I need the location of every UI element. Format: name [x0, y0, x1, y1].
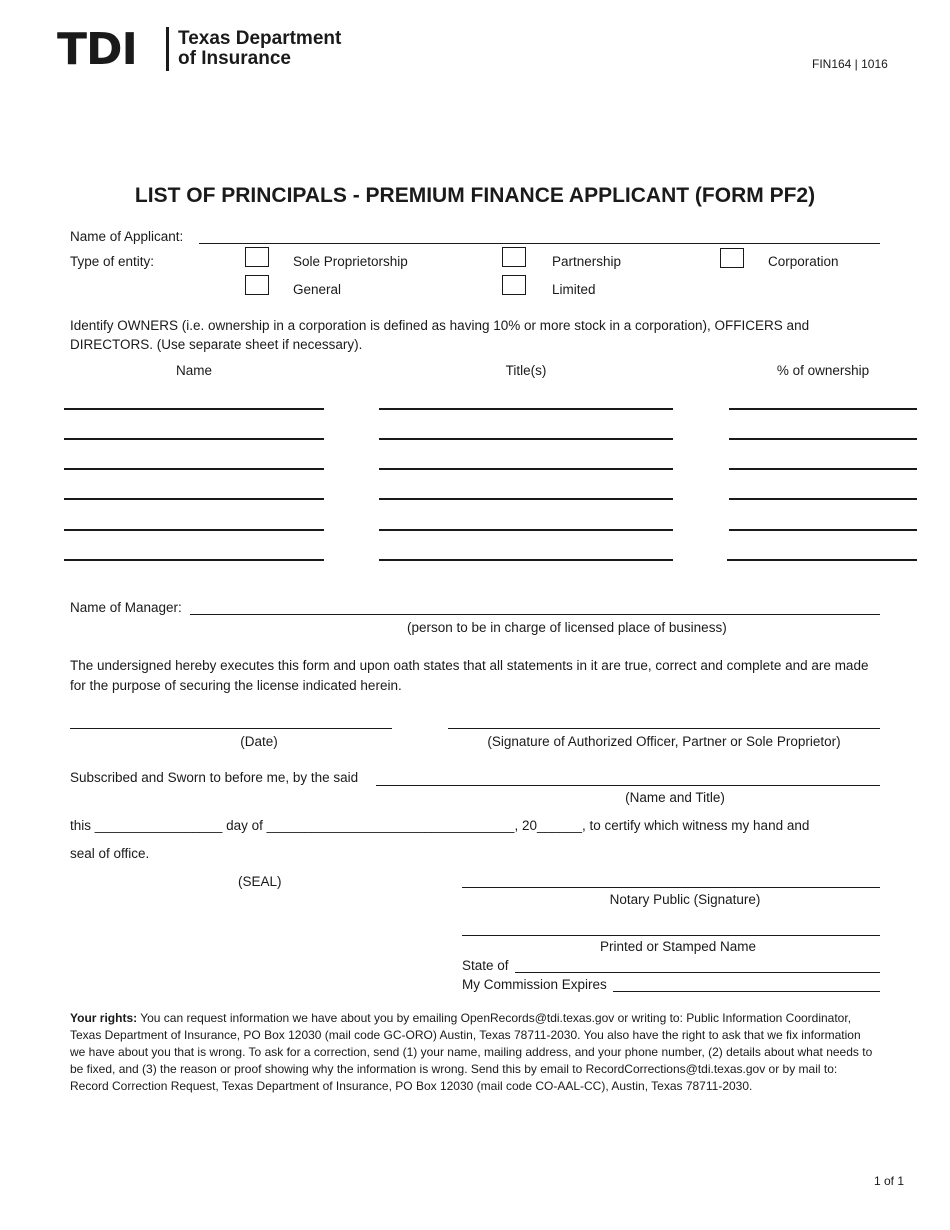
sole-proprietorship-checkbox[interactable]	[245, 247, 269, 267]
column-title: Title(s)	[505, 363, 547, 378]
principal-name-field[interactable]	[64, 408, 324, 410]
sworn-name-field[interactable]	[376, 785, 880, 786]
principal-name-field[interactable]	[64, 529, 324, 531]
principal-name-field[interactable]	[64, 468, 324, 470]
principal-name-field[interactable]	[64, 498, 324, 500]
state-of-field[interactable]	[515, 972, 880, 973]
your-rights-text: You can request information we have about you by emailing OpenRecords@tdi.texas.gov or writing to: Public Information Coordinator, Texas Department of Insurance, PO Box 12030 (mail code GC-ORO) Austin, Texas 78711-2030. You also have the right to ask that we fix information we have about you that is wrong. To ask for a correction, send (1) your name, mailing address, and your phone number, (2) details about what needs to be fixed, and (3) the reason or proof showing why the information is wrong. Send this by email to RecordCorrections@tdi.texas.gov or by mail to: Record Correction Request, Texas Department of Insurance, PO Box 12030 (mail code CO-AAL-CC), Austin, Texas 78711-2030.	[70, 1011, 873, 1093]
principal-name-field[interactable]	[64, 559, 324, 561]
commission-expires-label: My Commission Expires	[462, 977, 607, 992]
manager-note: (person to be in charge of licensed place of business)	[407, 620, 727, 635]
limited-checkbox[interactable]	[502, 275, 526, 295]
notary-signature-field[interactable]	[462, 887, 880, 888]
principal-ownership-field[interactable]	[729, 498, 917, 500]
corporation-label: Corporation	[768, 254, 839, 269]
name-title-label: (Name and Title)	[625, 790, 725, 805]
principal-ownership-field[interactable]	[727, 559, 917, 561]
principal-ownership-field[interactable]	[729, 529, 917, 531]
manager-label: Name of Manager:	[70, 600, 182, 615]
officer-signature-field[interactable]	[448, 728, 880, 729]
principal-ownership-field[interactable]	[729, 438, 917, 440]
partnership-label: Partnership	[552, 254, 622, 269]
partnership-checkbox[interactable]	[502, 247, 526, 267]
page-title: LIST OF PRINCIPALS - PREMIUM FINANCE APPLICANT (FORM PF2)	[134, 184, 816, 207]
principal-title-field[interactable]	[379, 408, 673, 410]
page-number: 1 of 1	[874, 1174, 905, 1188]
principal-ownership-field[interactable]	[729, 468, 917, 470]
sworn-label: Subscribed and Sworn to before me, by the said	[70, 770, 359, 785]
commission-expires-field[interactable]	[613, 991, 880, 992]
principal-title-field[interactable]	[379, 559, 673, 561]
date-field[interactable]	[70, 728, 392, 729]
principal-title-field[interactable]	[379, 468, 673, 470]
general-label: General	[293, 282, 342, 297]
principal-title-field[interactable]	[379, 438, 673, 440]
principal-title-field[interactable]	[379, 498, 673, 500]
form-id: FIN164 | 1016	[812, 57, 888, 71]
sole-proprietorship-label: Sole Proprietorship	[293, 254, 408, 269]
seal-office-text: seal of office.	[70, 846, 150, 861]
limited-label: Limited	[552, 282, 596, 297]
notary-signature-label: Notary Public (Signature)	[609, 892, 761, 907]
date-label: (Date)	[240, 734, 278, 749]
applicant-name-label: Name of Applicant:	[70, 229, 184, 244]
logo-line-1: Texas Department	[178, 28, 342, 49]
logo-divider	[166, 27, 169, 71]
printed-name-label: Printed or Stamped Name	[599, 939, 757, 954]
officer-signature-label: (Signature of Authorized Officer, Partner or Sole Proprietor)	[487, 734, 841, 749]
principal-name-field[interactable]	[64, 438, 324, 440]
your-rights-heading: Your rights:	[70, 1011, 138, 1025]
general-checkbox[interactable]	[245, 275, 269, 295]
column-name: Name	[175, 363, 212, 378]
owners-instructions: Identify OWNERS (i.e. ownership in a corporation is defined as having 10% or more stock in a corporation), OFFICERS and DIRECTORS. (Use separate sheet if necessary).	[70, 318, 810, 352]
applicant-name-field[interactable]	[199, 243, 880, 244]
entity-type-label: Type of entity:	[70, 254, 155, 269]
logo-line-2: of Insurance	[178, 48, 291, 69]
seal-label: (SEAL)	[238, 874, 282, 889]
printed-name-field[interactable]	[462, 935, 880, 936]
corporation-checkbox[interactable]	[720, 248, 744, 268]
column-ownership: % of ownership	[776, 363, 870, 378]
your-rights-notice	[70, 1010, 875, 1095]
oath-statement: The undersigned hereby executes this form and upon oath states that all statements in it are true, correct and complete and are made for the purpose of securing the license indicated herein.	[70, 658, 869, 693]
principal-ownership-field[interactable]	[729, 408, 917, 410]
tdi-logo-mark: TDI	[57, 24, 137, 75]
day-date-line[interactable]: this _________________ day of _________________________________, 20______, to certify which witness my hand and	[70, 818, 810, 833]
principal-title-field[interactable]	[379, 529, 673, 531]
manager-field[interactable]	[190, 614, 880, 615]
state-of-label: State of	[462, 958, 509, 973]
